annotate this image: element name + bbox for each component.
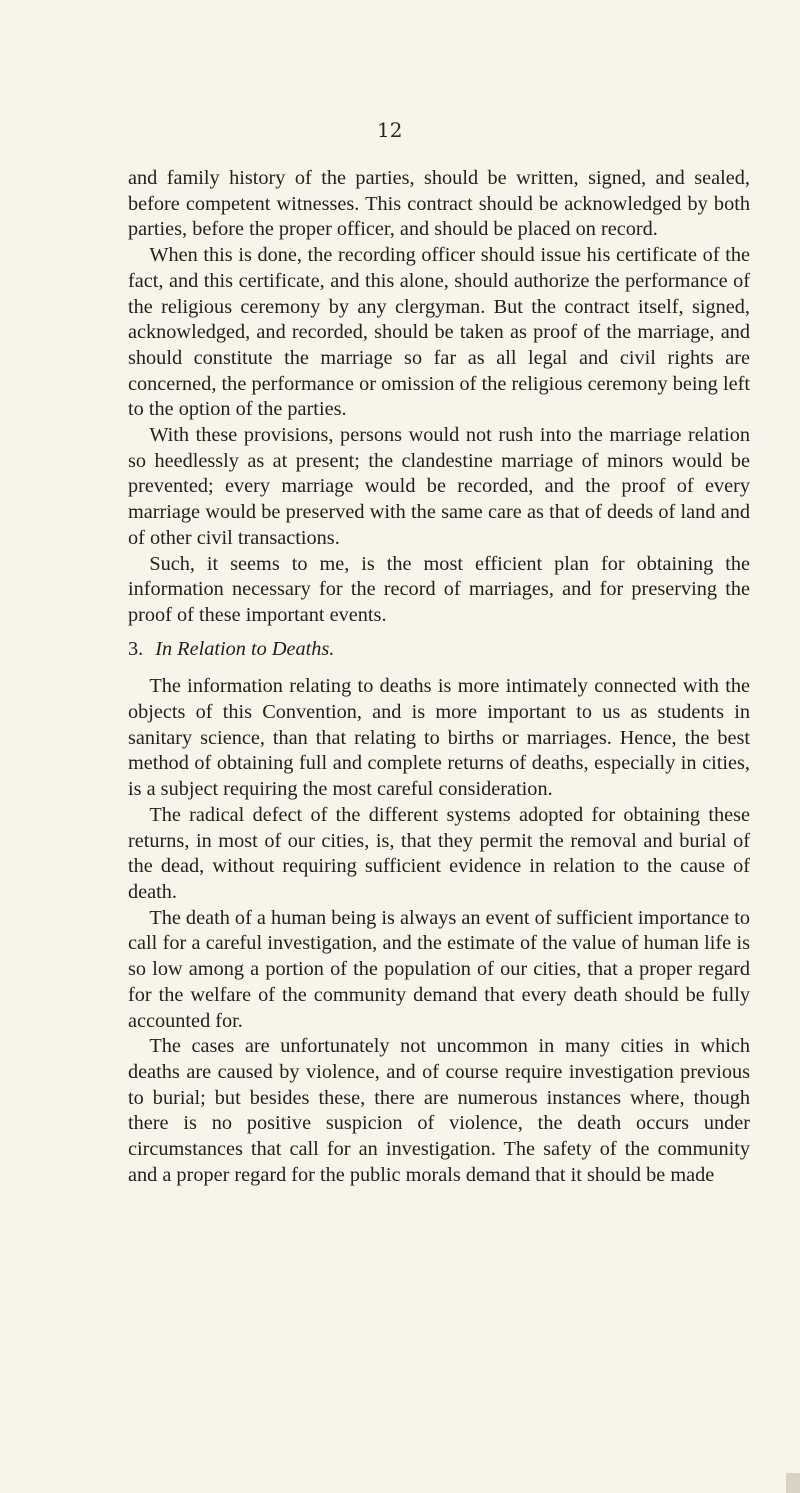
paragraph: The radical defect of the different systems adopted for obtaining these returns, in most of our cities, is, that they permit the removal and burial of the dead, without requiring sufficient evidence in relation to the cause of death.	[128, 803, 750, 903]
paragraph: Such, it seems to me, is the most efficient plan for obtaining the information necessary for the record of marriages, and for preserving the proof of these important events.	[128, 552, 750, 626]
body-text	[128, 166, 750, 1188]
section-number: 3.	[128, 637, 144, 660]
section-heading	[128, 637, 750, 663]
paragraph: The death of a human being is always an event of sufficient importance to call for a careful investigation, and the estimate of the value of human life is so low among a portion of the population of our cities, that a proper regard for the welfare of the community demand that every death should be fully accounted for.	[128, 906, 750, 1032]
paragraph: When this is done, the recording officer should issue his certificate of the fact, and this certificate, and this alone, should authorize the performance of the religious ceremony by any clergyman. But the contract itself, signed, acknowledged, and recorded, should be taken as proof of the marriage, and should constitute the marriage so far as all legal and civil rights are concerned, the performance or omission of the religious ceremony being left to the option of the parties.	[128, 244, 750, 421]
page-corner-mark	[786, 1473, 800, 1493]
paragraph: and family history of the parties, should be written, signed, and sealed, before competent witnesses. This contract should be acknowledged by both parties, before the proper officer, and should be placed on record.	[128, 167, 750, 241]
section-title: In Relation to Deaths.	[155, 637, 335, 660]
paragraph: The cases are unfortunately not uncommon in many cities in which deaths are caused by violence, and of course require investigation previous to burial; but besides these, there are numerous instances where, though there is no positive suspicion of violence, the death occurs under circumstances that call for an investigation. The safety of the community and a proper regard for the public morals demand that it should be made	[128, 1035, 750, 1186]
page-number: 12	[377, 118, 403, 142]
paragraph: The information relating to deaths is more intimately connected with the objects of this Convention, and is more important to us as students in sanitary science, than that relating to births or marriages. Hence, the best method of obtaining full and complete returns of deaths, especially in cities, is a subject requiring the most careful consideration.	[128, 675, 750, 801]
paragraph: With these provisions, persons would not rush into the marriage relation so heedlessly as at present; the clandestine marriage of minors would be prevented; every marriage would be recorded, and the proof of every marriage would be preserved with the same care as that of deeds of land and of other civil transactions.	[128, 424, 750, 549]
